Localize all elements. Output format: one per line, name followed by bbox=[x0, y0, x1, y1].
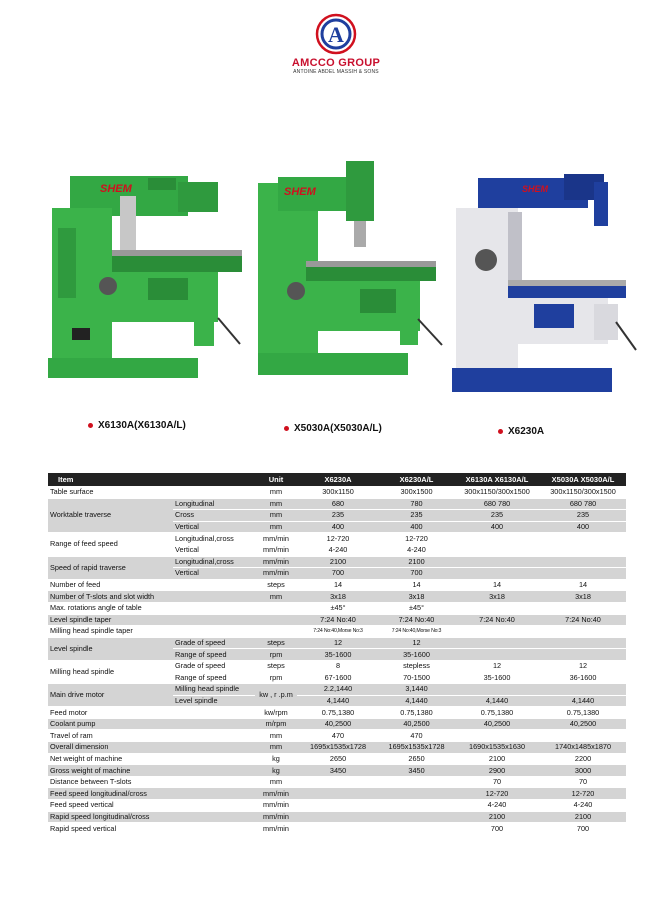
row-unit: mm bbox=[255, 742, 297, 754]
machine-brand-label: SHEM bbox=[284, 186, 316, 198]
table-row bbox=[48, 800, 626, 812]
row-unit: mm/min bbox=[255, 544, 297, 556]
row-unit: mm/min bbox=[255, 823, 297, 835]
row-unit bbox=[255, 626, 297, 638]
table-row bbox=[48, 823, 626, 835]
header-x6230a-l: X6230A/L bbox=[379, 473, 454, 487]
cell bbox=[454, 533, 540, 545]
cell bbox=[540, 568, 626, 580]
cell bbox=[297, 800, 379, 812]
cell: 470 bbox=[297, 730, 379, 742]
table-row bbox=[48, 591, 626, 603]
cell: 14 bbox=[297, 579, 379, 591]
table-row bbox=[48, 556, 626, 568]
cell bbox=[297, 776, 379, 788]
sub-label: Vertical bbox=[173, 544, 255, 556]
cell: 4,1440 bbox=[379, 695, 454, 707]
group-label: Range of feed speed bbox=[48, 533, 173, 556]
cell bbox=[454, 544, 540, 556]
row-unit: mm/min bbox=[255, 556, 297, 568]
row-unit: steps bbox=[255, 637, 297, 649]
sub-label: Grade of speed bbox=[173, 637, 255, 649]
table-row bbox=[48, 660, 626, 672]
cell: 40,2500 bbox=[379, 718, 454, 730]
cell: 67-1600 bbox=[297, 672, 379, 684]
bullet-icon bbox=[88, 423, 93, 428]
row-label: Travel of ram bbox=[48, 730, 255, 742]
cell: 4,1440 bbox=[454, 695, 540, 707]
cell bbox=[454, 684, 540, 696]
amcco-emblem-icon bbox=[314, 12, 358, 56]
brand-tagline: ANTOINE ABDEL MASSIH & SONS bbox=[293, 69, 379, 75]
sub-label: Range of speed bbox=[173, 672, 255, 684]
cell: 35-1600 bbox=[454, 672, 540, 684]
cell: 0.75,1380 bbox=[297, 707, 379, 719]
cell: 2100 bbox=[540, 811, 626, 823]
row-label: Max. rotations angle of table bbox=[48, 602, 255, 614]
table-row bbox=[48, 684, 626, 696]
row-unit: m/rpm bbox=[255, 718, 297, 730]
cell: 300x1500 bbox=[379, 487, 454, 499]
header-x5030a: X5030A X5030A/L bbox=[540, 473, 626, 487]
cell: 300x1150/300x1500 bbox=[454, 487, 540, 499]
table-row bbox=[48, 487, 626, 499]
cell: 3000 bbox=[540, 765, 626, 777]
row-unit bbox=[255, 602, 297, 614]
cell: 12-720 bbox=[297, 533, 379, 545]
machine-caption-3 bbox=[498, 426, 544, 437]
row-label: Net weight of machine bbox=[48, 753, 255, 765]
cell: 3x18 bbox=[379, 591, 454, 603]
cell bbox=[540, 649, 626, 661]
row-unit: mm/min bbox=[255, 533, 297, 545]
cell bbox=[540, 556, 626, 568]
row-unit: rpm bbox=[255, 672, 297, 684]
row-unit: mm/min bbox=[255, 568, 297, 580]
row-unit: steps bbox=[255, 660, 297, 672]
row-label: Table surface bbox=[48, 487, 255, 499]
machine-caption-2 bbox=[284, 423, 382, 434]
row-unit bbox=[255, 614, 297, 626]
cell bbox=[540, 730, 626, 742]
caption-text: X6130A(X6130A/L) bbox=[98, 420, 186, 431]
bullet-icon bbox=[498, 429, 503, 434]
cell: 4,1440 bbox=[540, 695, 626, 707]
cell: 2100 bbox=[454, 811, 540, 823]
row-label: Overall dimension bbox=[48, 742, 255, 754]
cell: 7:24 No:40 bbox=[454, 614, 540, 626]
row-unit: mm bbox=[255, 730, 297, 742]
cell bbox=[379, 811, 454, 823]
cell bbox=[379, 788, 454, 800]
cell: 3,1440 bbox=[379, 684, 454, 696]
header-item: Item bbox=[48, 473, 255, 487]
company-logo bbox=[276, 12, 396, 82]
cell: 1690x1535x1630 bbox=[454, 742, 540, 754]
cell: 2650 bbox=[297, 753, 379, 765]
cell bbox=[379, 776, 454, 788]
cell: 470 bbox=[379, 730, 454, 742]
table-header-row bbox=[48, 473, 626, 487]
table-row bbox=[48, 602, 626, 614]
cell: 0.75,1380 bbox=[454, 707, 540, 719]
table-row bbox=[48, 788, 626, 800]
cell: 680 780 bbox=[540, 498, 626, 510]
row-unit: mm bbox=[255, 498, 297, 510]
cell: 2650 bbox=[379, 753, 454, 765]
row-label: Rapid speed longitudinal/cross bbox=[48, 811, 255, 823]
cell bbox=[454, 626, 540, 638]
table-row bbox=[48, 579, 626, 591]
group-label: Speed of rapid traverse bbox=[48, 556, 173, 579]
row-label: Feed speed longitudinal/cross bbox=[48, 788, 255, 800]
cell: 1740x1485x1870 bbox=[540, 742, 626, 754]
logo-letter: A bbox=[328, 22, 344, 47]
row-unit: mm/min bbox=[255, 811, 297, 823]
row-label: Number of feed bbox=[48, 579, 255, 591]
cell: 235 bbox=[454, 510, 540, 522]
cell: 4-240 bbox=[297, 544, 379, 556]
cell: 7:24 No:40,Morse No:3 bbox=[297, 626, 379, 638]
machine-caption-1 bbox=[88, 420, 186, 431]
cell bbox=[540, 544, 626, 556]
cell: 0.75,1380 bbox=[379, 707, 454, 719]
table-row bbox=[48, 742, 626, 754]
table-row bbox=[48, 707, 626, 719]
cell: 1695x1535x1728 bbox=[297, 742, 379, 754]
cell: 12 bbox=[454, 660, 540, 672]
sub-label: Grade of speed bbox=[173, 660, 255, 672]
cell: 700 bbox=[379, 568, 454, 580]
cell: 7:24 No:40 bbox=[297, 614, 379, 626]
cell: 2100 bbox=[454, 753, 540, 765]
cell: 3x18 bbox=[297, 591, 379, 603]
cell: 40,2500 bbox=[297, 718, 379, 730]
machine-brand-label: SHEM bbox=[100, 183, 132, 195]
cell: 70 bbox=[454, 776, 540, 788]
cell bbox=[379, 800, 454, 812]
cell: 4,1440 bbox=[297, 695, 379, 707]
cell: 70-1500 bbox=[379, 672, 454, 684]
row-unit: kg bbox=[255, 765, 297, 777]
cell bbox=[454, 568, 540, 580]
cell: 12-720 bbox=[379, 533, 454, 545]
row-label: Number of T-slots and slot width bbox=[48, 591, 255, 603]
cell bbox=[540, 626, 626, 638]
cell: 12-720 bbox=[540, 788, 626, 800]
cell: 8 bbox=[297, 660, 379, 672]
row-unit: mm bbox=[255, 487, 297, 499]
row-label: Distance between T-slots bbox=[48, 776, 255, 788]
machine-image-x6130a bbox=[48, 168, 243, 398]
cell: 680 bbox=[297, 498, 379, 510]
row-unit: kg bbox=[255, 753, 297, 765]
row-label: Level spindle taper bbox=[48, 614, 255, 626]
cell: 400 bbox=[379, 521, 454, 533]
row-unit: mm/min bbox=[255, 800, 297, 812]
cell: 2.2,1440 bbox=[297, 684, 379, 696]
table-row bbox=[48, 811, 626, 823]
cell bbox=[540, 602, 626, 614]
cell: 35-1600 bbox=[297, 649, 379, 661]
brand-name: AMCCO GROUP bbox=[291, 57, 381, 69]
cell: 700 bbox=[454, 823, 540, 835]
cell: stepless bbox=[379, 660, 454, 672]
row-unit: mm bbox=[255, 591, 297, 603]
cell: 12 bbox=[297, 637, 379, 649]
cell: 3450 bbox=[379, 765, 454, 777]
sub-label: Range of speed bbox=[173, 649, 255, 661]
row-label: Gross weight of machine bbox=[48, 765, 255, 777]
header-unit: Unit bbox=[255, 473, 297, 487]
cell: 3450 bbox=[297, 765, 379, 777]
sub-label: Level spindle bbox=[173, 695, 255, 707]
machine-image-x5030a bbox=[250, 155, 445, 395]
row-label: Feed speed vertical bbox=[48, 800, 255, 812]
row-label: Milling head spindle taper bbox=[48, 626, 255, 638]
cell: 7:24 No:40 bbox=[379, 614, 454, 626]
cell: 400 bbox=[540, 521, 626, 533]
cell: 0.75,1380 bbox=[540, 707, 626, 719]
cell: 14 bbox=[540, 579, 626, 591]
cell bbox=[297, 811, 379, 823]
table-row bbox=[48, 718, 626, 730]
cell: 2200 bbox=[540, 753, 626, 765]
cell: 235 bbox=[379, 510, 454, 522]
cell: 4-240 bbox=[454, 800, 540, 812]
cell: 14 bbox=[454, 579, 540, 591]
row-unit: rpm bbox=[255, 649, 297, 661]
cell bbox=[454, 637, 540, 649]
cell: 36-1600 bbox=[540, 672, 626, 684]
cell: 4-240 bbox=[540, 800, 626, 812]
table-row bbox=[48, 765, 626, 777]
row-unit: mm bbox=[255, 776, 297, 788]
cell: 7:24 No:40,Morse No:3 bbox=[379, 626, 454, 638]
header-x6130a: X6130A X6130A/L bbox=[454, 473, 540, 487]
cell bbox=[454, 730, 540, 742]
spec-table bbox=[48, 473, 626, 835]
header-x6230a: X6230A bbox=[297, 473, 379, 487]
cell: 12 bbox=[540, 660, 626, 672]
cell bbox=[454, 556, 540, 568]
table-row bbox=[48, 626, 626, 638]
cell: 4-240 bbox=[379, 544, 454, 556]
table-row bbox=[48, 614, 626, 626]
row-unit: kw/rpm bbox=[255, 707, 297, 719]
cell: 3x18 bbox=[454, 591, 540, 603]
cell: 2100 bbox=[379, 556, 454, 568]
caption-text: X6230A bbox=[508, 426, 545, 437]
row-unit: mm bbox=[255, 521, 297, 533]
sub-label: Longitudinal,cross bbox=[173, 556, 255, 568]
row-unit: steps bbox=[255, 579, 297, 591]
cell bbox=[540, 684, 626, 696]
group-label: Main drive motor bbox=[48, 684, 173, 707]
sub-label: Longitudinal bbox=[173, 498, 255, 510]
row-unit: kw , r .p.m bbox=[255, 684, 297, 707]
table-row bbox=[48, 637, 626, 649]
caption-text: X5030A(X5030A/L) bbox=[294, 423, 382, 434]
cell: 70 bbox=[540, 776, 626, 788]
row-label: Rapid speed vertical bbox=[48, 823, 255, 835]
cell: 1695x1535x1728 bbox=[379, 742, 454, 754]
cell: 300x1150 bbox=[297, 487, 379, 499]
cell: 780 bbox=[379, 498, 454, 510]
cell bbox=[540, 637, 626, 649]
cell: 7:24 No:40 bbox=[540, 614, 626, 626]
cell: 235 bbox=[540, 510, 626, 522]
cell bbox=[379, 823, 454, 835]
cell: 2100 bbox=[297, 556, 379, 568]
cell: 3x18 bbox=[540, 591, 626, 603]
cell: 40,2500 bbox=[454, 718, 540, 730]
cell: 235 bbox=[297, 510, 379, 522]
machine-image-x6230a bbox=[448, 172, 640, 402]
cell: 700 bbox=[540, 823, 626, 835]
row-label: Feed motor bbox=[48, 707, 255, 719]
sub-label: Cross bbox=[173, 510, 255, 522]
cell bbox=[454, 649, 540, 661]
cell: 2900 bbox=[454, 765, 540, 777]
cell: 400 bbox=[297, 521, 379, 533]
cell bbox=[297, 823, 379, 835]
table-row bbox=[48, 776, 626, 788]
table-row bbox=[48, 533, 626, 545]
sub-label: Vertical bbox=[173, 568, 255, 580]
cell: 35-1600 bbox=[379, 649, 454, 661]
sub-label: Milling head spindle bbox=[173, 684, 255, 696]
cell: 400 bbox=[454, 521, 540, 533]
group-label: Level spindle bbox=[48, 637, 173, 660]
row-label: Coolant pump bbox=[48, 718, 255, 730]
cell: 300x1150/300x1500 bbox=[540, 487, 626, 499]
sub-label: Vertical bbox=[173, 521, 255, 533]
machine-brand-label: SHEM bbox=[522, 184, 549, 194]
table-row bbox=[48, 730, 626, 742]
group-label: Milling head spindle bbox=[48, 660, 173, 683]
row-unit: mm bbox=[255, 510, 297, 522]
cell: 40,2500 bbox=[540, 718, 626, 730]
table-row bbox=[48, 498, 626, 510]
bullet-icon bbox=[284, 426, 289, 431]
group-label: Worktable traverse bbox=[48, 498, 173, 533]
cell: 14 bbox=[379, 579, 454, 591]
cell: 12-720 bbox=[454, 788, 540, 800]
table-row bbox=[48, 753, 626, 765]
cell bbox=[297, 788, 379, 800]
sub-label: Longitudinal,cross bbox=[173, 533, 255, 545]
cell bbox=[454, 602, 540, 614]
cell: 12 bbox=[379, 637, 454, 649]
cell bbox=[540, 533, 626, 545]
cell: ±45° bbox=[379, 602, 454, 614]
cell: 680 780 bbox=[454, 498, 540, 510]
cell: ±45° bbox=[297, 602, 379, 614]
row-unit: mm/min bbox=[255, 788, 297, 800]
cell: 700 bbox=[297, 568, 379, 580]
